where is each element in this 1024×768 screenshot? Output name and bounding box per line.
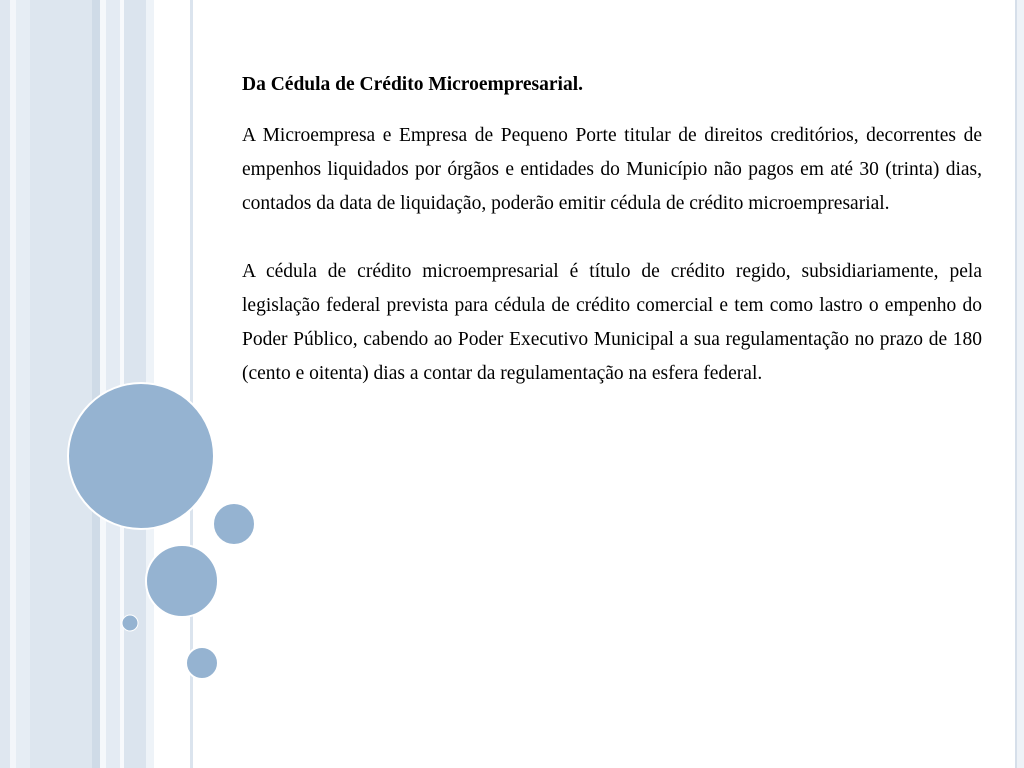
paragraph-2: A cédula de crédito microempresarial é título de crédito regido, subsidiariamente, pela legislação federal prevista para cédula de crédito comercial e tem como lastro o empenho do Poder Público, cabendo ao Poder Executivo Municipal a sua regulamentação no prazo de 180 (cento e oitenta) dias a contar da regulamentação na esfera federal. [242, 261, 982, 384]
slide-content [242, 68, 982, 425]
right-border-line [1015, 0, 1017, 768]
right-border [1017, 0, 1024, 768]
stripe [100, 0, 106, 768]
paragraph-1: A Microempresa e Empresa de Pequeno Porte titular de direitos creditórios, decorrentes de empenhos liquidados por órgãos e entidades do Município não pagos em até 30 (trinta) dias, contados da data de liquidação, poderão emitir cédula de crédito microempresarial. [242, 125, 982, 214]
stripe [10, 0, 16, 768]
tiny-circle [122, 615, 138, 631]
small-circle [213, 503, 255, 545]
stripe [30, 0, 92, 768]
stripe [0, 0, 10, 768]
stripe [120, 0, 124, 768]
stripe [16, 0, 30, 768]
small-circle [186, 647, 218, 679]
slide-title: Da Cédula de Crédito Microempresarial. [242, 74, 584, 95]
large-circle [68, 383, 214, 529]
stripe [106, 0, 120, 768]
stripe [92, 0, 100, 768]
medium-circle [146, 545, 218, 617]
